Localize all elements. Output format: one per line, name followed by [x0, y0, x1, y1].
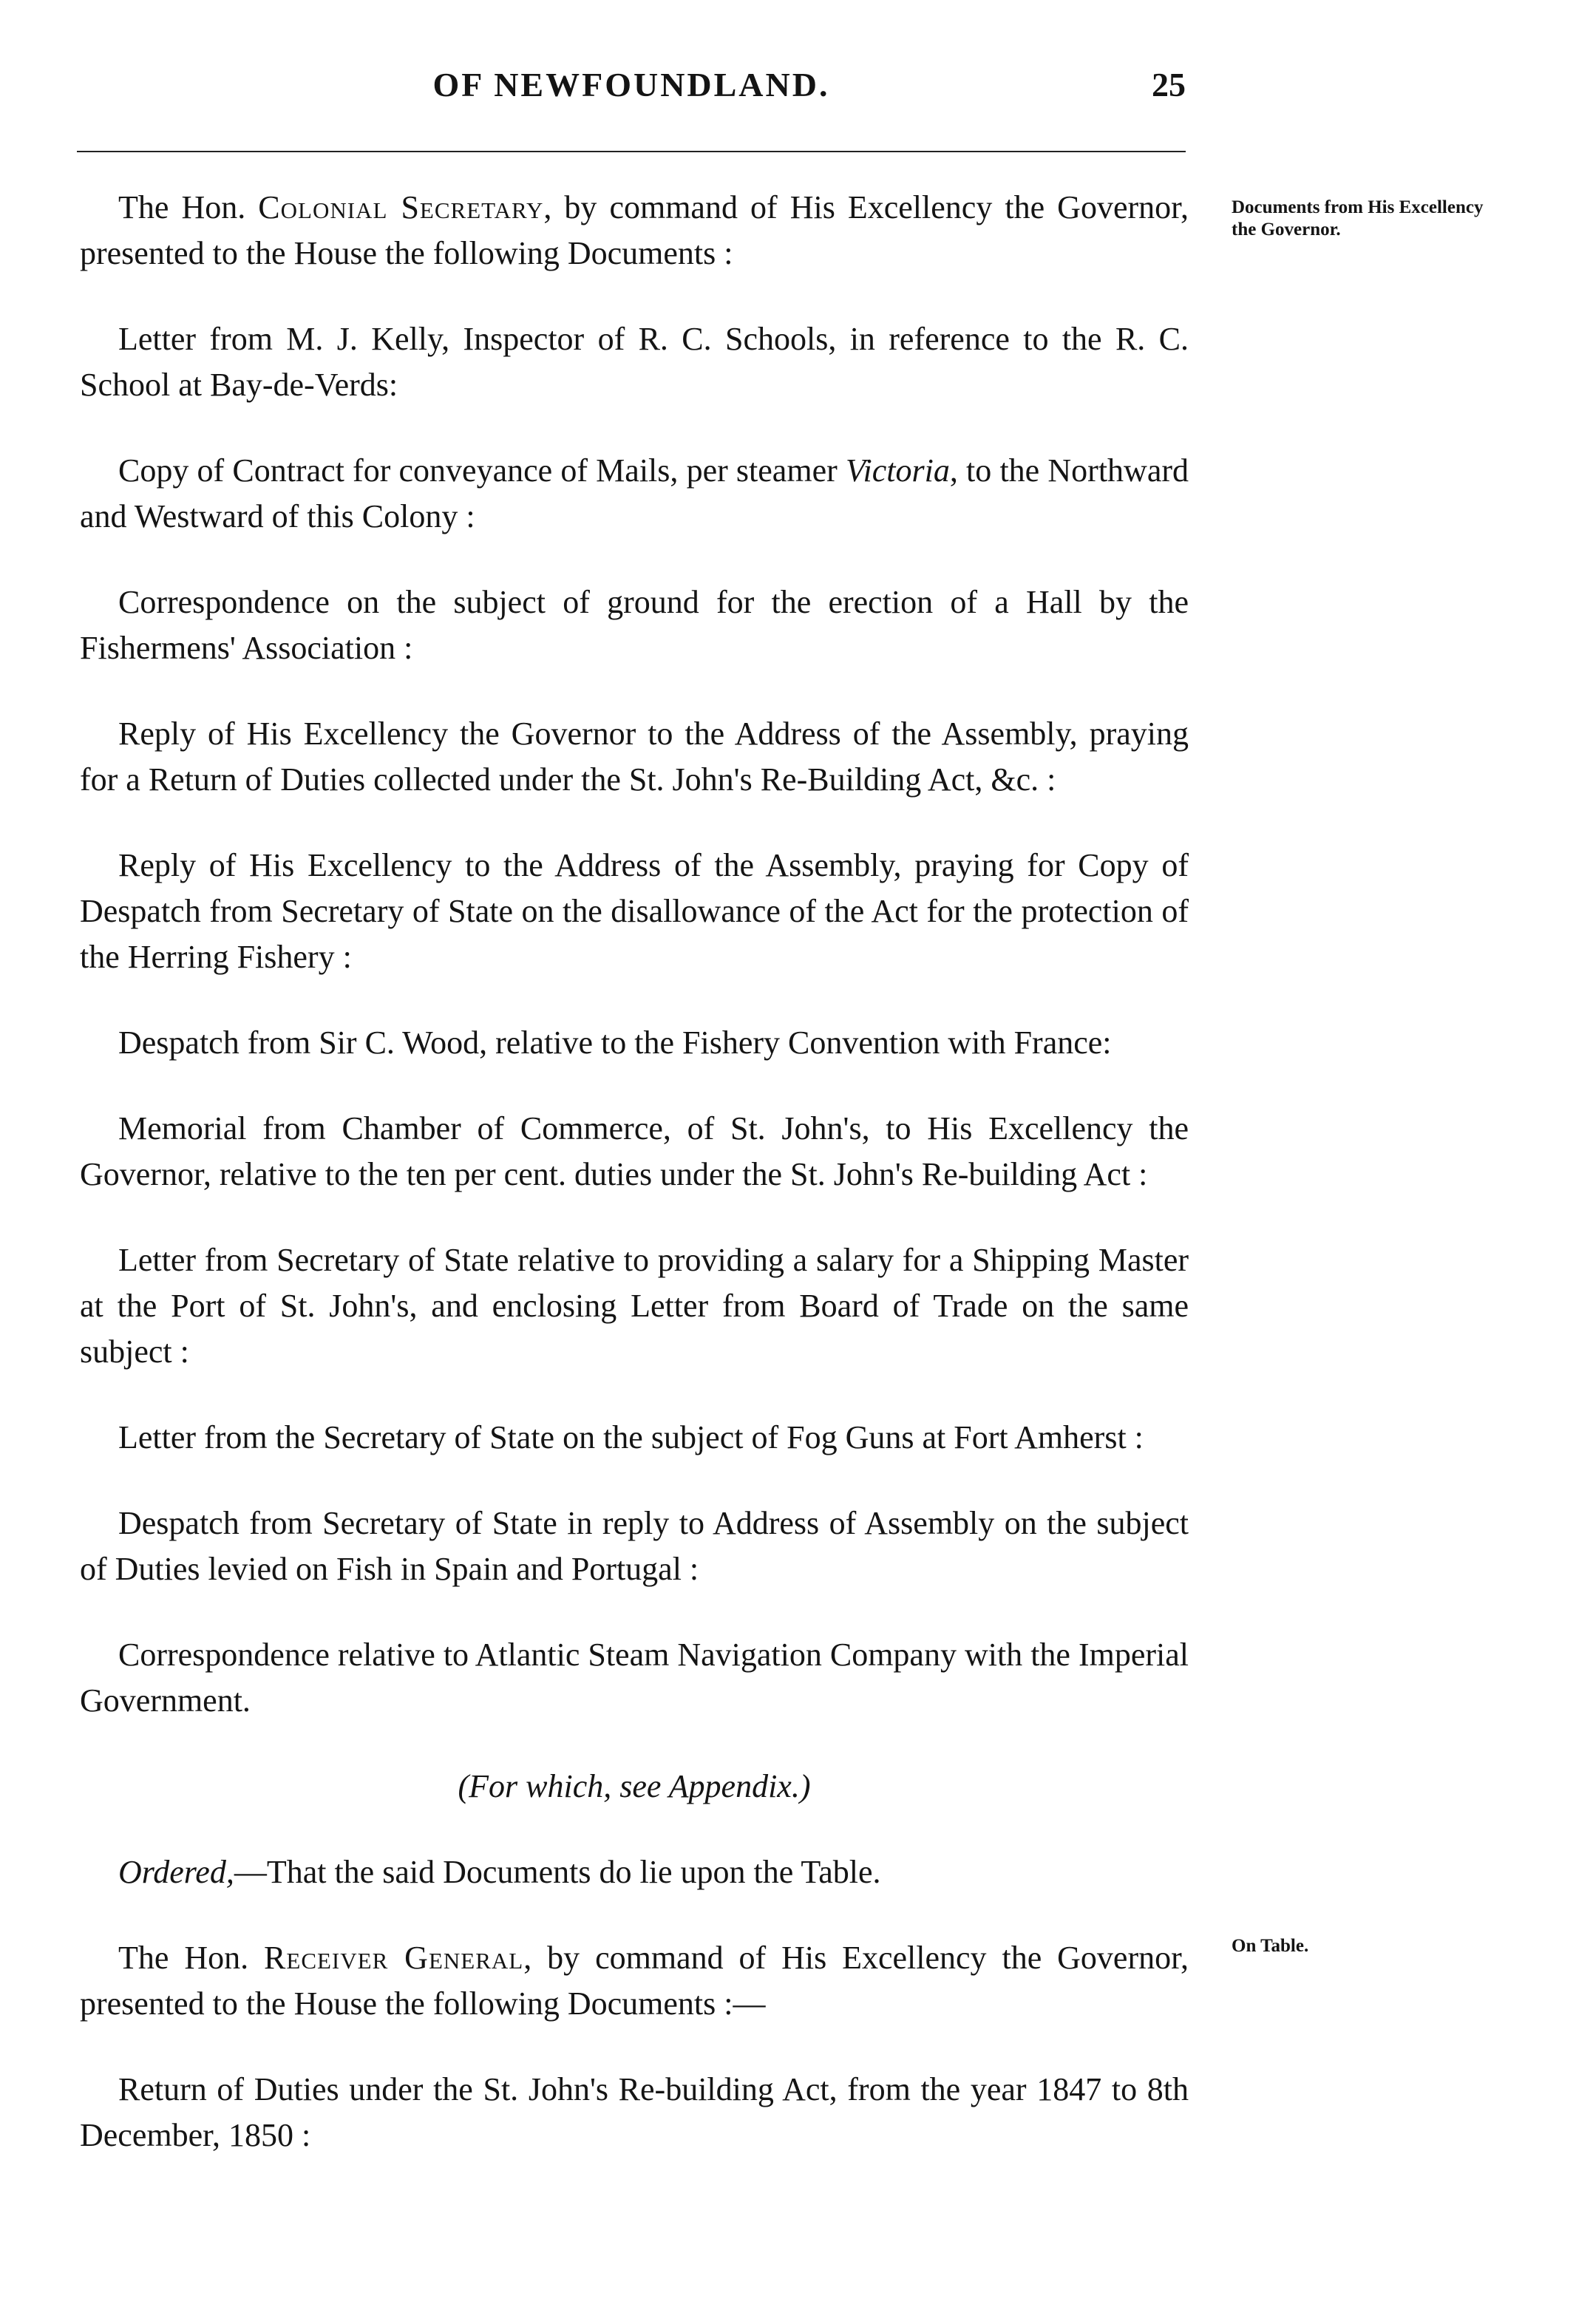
office-colonial-secretary: Colonial Secretary: [258, 189, 544, 225]
paragraph-ordered: Ordered,—That the said Documents do lie upon the Table.: [118, 1854, 881, 1890]
running-title: OF NEWFOUNDLAND.: [432, 66, 830, 103]
office-receiver-general: Receiver General: [264, 1940, 524, 1976]
page-header: [77, 65, 1186, 109]
page-number: 25: [1152, 66, 1186, 103]
body-text: [80, 185, 1189, 2198]
paragraph-fish-duties: Despatch from Secretary of State in reply to Address of Assembly on the subject of Duties levied on Fish in Spain and Portugal :: [80, 1505, 1189, 1587]
paragraph-shipping-master: Letter from Secretary of State relative to providing a salary for a Shipping Master at the Port of St. John's, and enclosing Letter from Board of Trade on the same subject :: [80, 1242, 1189, 1370]
paragraph-reply-duties: Reply of His Excellency the Governor to the Address of the Assembly, praying for a Return of Duties collected under the St. John's Re-Building Act, &c. :: [80, 716, 1189, 798]
paragraph-kelly-letter: Letter from M. J. Kelly, Inspector of R. C. Schools, in reference to the R. C. School at Bay-de-Verds:: [80, 321, 1189, 403]
paragraph-receiver-general: The Hon. Receiver General, by command of His Excellency the Governor, presented to the House the following Documents :—: [80, 1940, 1189, 2022]
paragraph-despatch-wood: Despatch from Sir C. Wood, relative to the Fishery Convention with France:: [118, 1025, 1112, 1061]
margin-note-on-table: On Table.: [1232, 1936, 1309, 1956]
paragraph-intro: The Hon. Colonial Secretary, by command of His Excellency the Governor, presented to the House the following Documents :: [80, 189, 1189, 271]
paragraph-return-duties: Return of Duties under the St. John's Re-building Act, from the year 1847 to 8th December, 1850 :: [80, 2071, 1189, 2153]
paragraph-fog-guns: Letter from the Secretary of State on the subject of Fog Guns at Fort Amherst :: [118, 1419, 1144, 1455]
margin-note-documents: Documents from His Excellency the Governor.: [1232, 197, 1484, 239]
header-rule: [77, 151, 1186, 152]
paragraph-memorial-commerce: Memorial from Chamber of Commerce, of St. John's, to His Excellency the Governor, relative to the ten per cent. duties under the St. John's Re-building Act :: [80, 1110, 1189, 1192]
paragraph-hall-correspondence: Correspondence on the subject of ground for the erection of a Hall by the Fishermens' Association :: [80, 584, 1189, 666]
see-appendix: (For which, see Appendix.): [458, 1768, 811, 1804]
ship-name: Victoria: [845, 452, 950, 489]
paragraph-mail-contract: Copy of Contract for conveyance of Mails, per steamer Victoria, to the Northward and Westward of this Colony :: [80, 452, 1189, 534]
paragraph-reply-herring: Reply of His Excellency to the Address of the Assembly, praying for Copy of Despatch from Secretary of State on the disallowance of the Act for the protection of the Herring Fishery :: [80, 847, 1189, 975]
paragraph-steam-navigation: Correspondence relative to Atlantic Steam Navigation Company with the Imperial Government.: [80, 1637, 1189, 1719]
